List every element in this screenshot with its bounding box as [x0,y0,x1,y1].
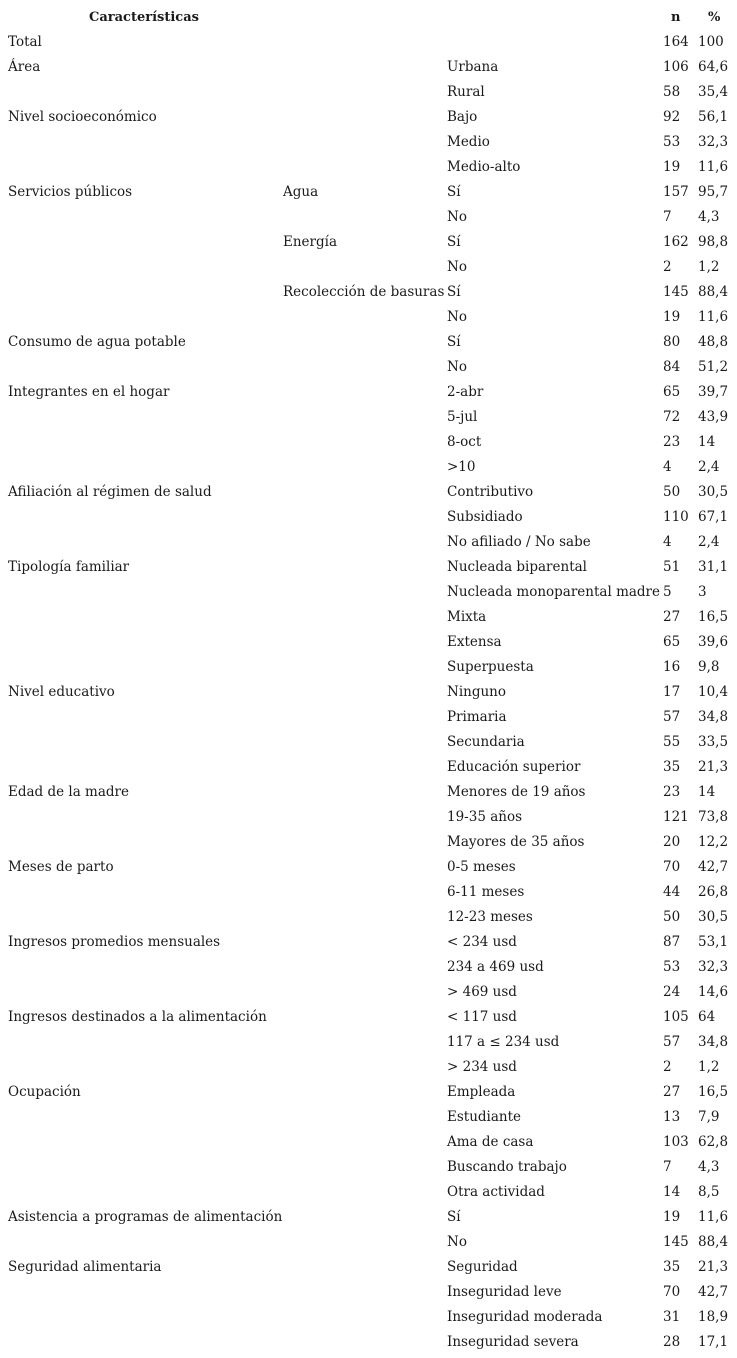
cell-n: 2 [663,259,672,275]
cell-category: 117 a ≤ 234 usd [447,1034,560,1050]
cell-percent: 98,8 [698,234,729,250]
table-row [0,655,737,680]
cell-characteristic: Área [8,59,41,75]
table-row [0,630,737,655]
cell-percent: 3 [698,584,707,600]
table-row [0,955,737,980]
cell-n: 110 [663,509,689,525]
cell-n: 17 [663,684,681,700]
cell-n: 92 [663,109,681,125]
table-row [0,730,737,755]
table-row [0,230,737,255]
table-row [0,480,737,505]
cell-category: Mayores de 35 años [447,834,585,850]
table-row [0,280,737,305]
table-row [0,905,737,930]
cell-n: 2 [663,1059,672,1075]
cell-percent: 14 [698,434,716,450]
characteristics-table [0,5,737,1355]
table-row [0,1205,737,1230]
table-row [0,430,737,455]
table-row [0,255,737,280]
table-row [0,1330,737,1355]
cell-n: 53 [663,959,681,975]
cell-n: 35 [663,759,681,775]
cell-n: 35 [663,1259,681,1275]
table-row [0,130,737,155]
table-row [0,155,737,180]
cell-category: > 234 usd [447,1059,517,1075]
cell-category: Subsidiado [447,509,523,525]
table-row [0,1155,737,1180]
table-row [0,1230,737,1255]
cell-category: No [447,259,467,275]
cell-n: 19 [663,1209,681,1225]
table-row [0,1255,737,1280]
cell-category: Empleada [447,1084,516,1100]
cell-percent: 39,6 [698,634,729,650]
cell-percent: 67,1 [698,509,729,525]
table-row [0,1105,737,1130]
cell-percent: 56,1 [698,109,729,125]
cell-subcategory: Recolección de basuras [283,284,445,300]
cell-n: 157 [663,184,689,200]
cell-characteristic: Nivel socioeconómico [8,109,157,125]
cell-n: 145 [663,1234,689,1250]
table-row [0,580,737,605]
cell-percent: 53,1 [698,934,729,950]
cell-percent: 26,8 [698,884,729,900]
cell-characteristic: Seguridad alimentaria [8,1259,162,1275]
cell-category: Sí [447,284,461,300]
cell-n: 28 [663,1334,681,1350]
cell-percent: 100 [698,34,724,50]
cell-percent: 35,4 [698,84,729,100]
cell-percent: 30,5 [698,484,729,500]
cell-n: 57 [663,709,681,725]
cell-n: 50 [663,909,681,925]
cell-n: 7 [663,209,672,225]
cell-percent: 11,6 [698,159,729,175]
cell-characteristic: Ingresos destinados a la alimentación [8,1009,267,1025]
cell-percent: 34,8 [698,709,729,725]
cell-n: 20 [663,834,681,850]
cell-characteristic: Servicios públicos [8,184,133,200]
cell-category: No [447,309,467,325]
cell-percent: 39,7 [698,384,729,400]
cell-percent: 34,8 [698,1034,729,1050]
cell-percent: 42,7 [698,1284,729,1300]
cell-percent: 88,4 [698,284,729,300]
cell-n: 23 [663,784,681,800]
cell-n: 57 [663,1034,681,1050]
cell-n: 16 [663,659,681,675]
cell-category: < 117 usd [447,1009,517,1025]
table-row [0,555,737,580]
cell-category: 234 a 469 usd [447,959,544,975]
table-row [0,530,737,555]
table-row [0,80,737,105]
cell-n: 162 [663,234,689,250]
cell-category: No [447,1234,467,1250]
cell-n: 103 [663,1134,689,1150]
cell-n: 80 [663,334,681,350]
cell-percent: 11,6 [698,309,729,325]
cell-n: 65 [663,634,681,650]
cell-n: 44 [663,884,681,900]
cell-percent: 48,8 [698,334,729,350]
cell-percent: 32,3 [698,134,729,150]
cell-percent: 10,4 [698,684,729,700]
cell-percent: 30,5 [698,909,729,925]
cell-n: 105 [663,1009,689,1025]
cell-category: Rural [447,84,485,100]
cell-characteristic: Meses de parto [8,859,114,875]
table-row [0,855,737,880]
cell-percent: 14,6 [698,984,729,1000]
cell-n: 50 [663,484,681,500]
table-row [0,305,737,330]
cell-n: 70 [663,1284,681,1300]
cell-category: 6-11 meses [447,884,525,900]
cell-category: Sí [447,334,461,350]
cell-percent: 21,3 [698,1259,729,1275]
table-row [0,880,737,905]
table-row [0,30,737,55]
cell-category: Estudiante [447,1109,522,1125]
cell-characteristic: Nivel educativo [8,684,115,700]
cell-percent: 16,5 [698,609,729,625]
cell-n: 106 [663,59,689,75]
cell-n: 27 [663,1084,681,1100]
cell-percent: 1,2 [698,259,720,275]
cell-category: Ama de casa [447,1134,534,1150]
cell-percent: 18,9 [698,1309,729,1325]
table-row [0,1055,737,1080]
cell-n: 13 [663,1109,681,1125]
cell-n: 84 [663,359,681,375]
table-row [0,330,737,355]
table-row [0,455,737,480]
header-percent: % [708,10,721,25]
cell-characteristic: Tipología familiar [8,559,130,575]
cell-characteristic: Edad de la madre [8,784,129,800]
cell-n: 5 [663,584,672,600]
table-row [0,780,737,805]
table-row [0,1130,737,1155]
cell-percent: 62,8 [698,1134,729,1150]
cell-category: Bajo [447,109,478,125]
cell-category: Extensa [447,634,502,650]
cell-n: 19 [663,159,681,175]
table-row [0,405,737,430]
cell-percent: 42,7 [698,859,729,875]
cell-category: Medio-alto [447,159,521,175]
cell-characteristic: Integrantes en el hogar [8,384,170,400]
table-body [0,30,737,1355]
table-row [0,1005,737,1030]
cell-category: No [447,359,467,375]
cell-category: 0-5 meses [447,859,516,875]
cell-category: Contributivo [447,484,534,500]
cell-category: Menores de 19 años [447,784,586,800]
table-row [0,355,737,380]
table-row [0,105,737,130]
cell-category: Primaria [447,709,507,725]
table-row [0,1080,737,1105]
cell-n: 53 [663,134,681,150]
header-n: n [671,10,681,25]
cell-n: 72 [663,409,681,425]
cell-n: 24 [663,984,681,1000]
cell-percent: 2,4 [698,534,720,550]
cell-percent: 21,3 [698,759,729,775]
cell-category: Inseguridad severa [447,1334,579,1350]
cell-percent: 32,3 [698,959,729,975]
cell-percent: 17,1 [698,1334,729,1350]
table-row [0,1030,737,1055]
table-row [0,205,737,230]
cell-n: 23 [663,434,681,450]
table-row [0,680,737,705]
cell-category: No afiliado / No sabe [447,534,591,550]
cell-n: 87 [663,934,681,950]
cell-percent: 43,9 [698,409,729,425]
cell-category: 8-oct [447,434,482,450]
cell-category: Seguridad [447,1259,518,1275]
cell-category: Ninguno [447,684,506,700]
cell-n: 19 [663,309,681,325]
cell-category: Medio [447,134,490,150]
cell-category: Mixta [447,609,487,625]
cell-n: 14 [663,1184,681,1200]
cell-category: Sí [447,234,461,250]
cell-category: Inseguridad moderada [447,1309,603,1325]
cell-category: >10 [447,459,476,475]
cell-percent: 12,2 [698,834,729,850]
cell-percent: 9,8 [698,659,720,675]
cell-percent: 73,8 [698,809,729,825]
cell-n: 145 [663,284,689,300]
table-row [0,380,737,405]
cell-n: 7 [663,1159,672,1175]
table-row [0,705,737,730]
cell-category: Educación superior [447,759,581,775]
cell-percent: 4,3 [698,209,720,225]
cell-n: 65 [663,384,681,400]
cell-category: Urbana [447,59,499,75]
cell-characteristic: Afiliación al régimen de salud [8,484,212,500]
cell-subcategory: Energía [283,234,337,250]
table-row [0,505,737,530]
cell-characteristic: Ocupación [8,1084,81,1100]
cell-percent: 64,6 [698,59,729,75]
table-row [0,1305,737,1330]
cell-category: Inseguridad leve [447,1284,562,1300]
header-characteristics: Características [89,10,199,25]
table-row [0,605,737,630]
cell-n: 51 [663,559,681,575]
cell-percent: 16,5 [698,1084,729,1100]
cell-percent: 95,7 [698,184,729,200]
cell-subcategory: Agua [283,184,319,200]
cell-category: 19-35 años [447,809,523,825]
cell-percent: 64 [698,1009,716,1025]
cell-n: 70 [663,859,681,875]
cell-n: 164 [663,34,689,50]
cell-category: 12-23 meses [447,909,533,925]
table-row [0,830,737,855]
cell-percent: 4,3 [698,1159,720,1175]
cell-characteristic: Ingresos promedios mensuales [8,934,221,950]
cell-category: No [447,209,467,225]
cell-category: Nucleada biparental [447,559,587,575]
table-row [0,930,737,955]
table-row [0,980,737,1005]
cell-category: < 234 usd [447,934,517,950]
cell-percent: 7,9 [698,1109,720,1125]
cell-n: 55 [663,734,681,750]
table-row [0,1180,737,1205]
cell-category: Buscando trabajo [447,1159,567,1175]
table-header-row [0,5,737,30]
cell-n: 4 [663,534,672,550]
cell-percent: 11,6 [698,1209,729,1225]
cell-percent: 51,2 [698,359,729,375]
cell-category: Sí [447,1209,461,1225]
cell-percent: 31,1 [698,559,729,575]
cell-category: Otra actividad [447,1184,545,1200]
cell-percent: 88,4 [698,1234,729,1250]
table-row [0,180,737,205]
cell-percent: 14 [698,784,716,800]
cell-category: Superpuesta [447,659,534,675]
cell-category: > 469 usd [447,984,517,1000]
table-row [0,55,737,80]
cell-n: 58 [663,84,681,100]
cell-n: 31 [663,1309,681,1325]
cell-characteristic: Asistencia a programas de alimentación [8,1209,283,1225]
table-row [0,755,737,780]
cell-percent: 2,4 [698,459,720,475]
cell-characteristic: Total [8,34,42,50]
cell-category: Nucleada monoparental madre [447,584,661,600]
cell-category: 2-abr [447,384,484,400]
cell-characteristic: Consumo de agua potable [8,334,186,350]
cell-category: Sí [447,184,461,200]
cell-n: 121 [663,809,689,825]
cell-category: Secundaria [447,734,525,750]
cell-percent: 1,2 [698,1059,720,1075]
cell-percent: 33,5 [698,734,729,750]
cell-category: 5-jul [447,409,478,425]
table-row [0,1280,737,1305]
cell-n: 4 [663,459,672,475]
table-row [0,805,737,830]
cell-percent: 8,5 [698,1184,720,1200]
cell-n: 27 [663,609,681,625]
